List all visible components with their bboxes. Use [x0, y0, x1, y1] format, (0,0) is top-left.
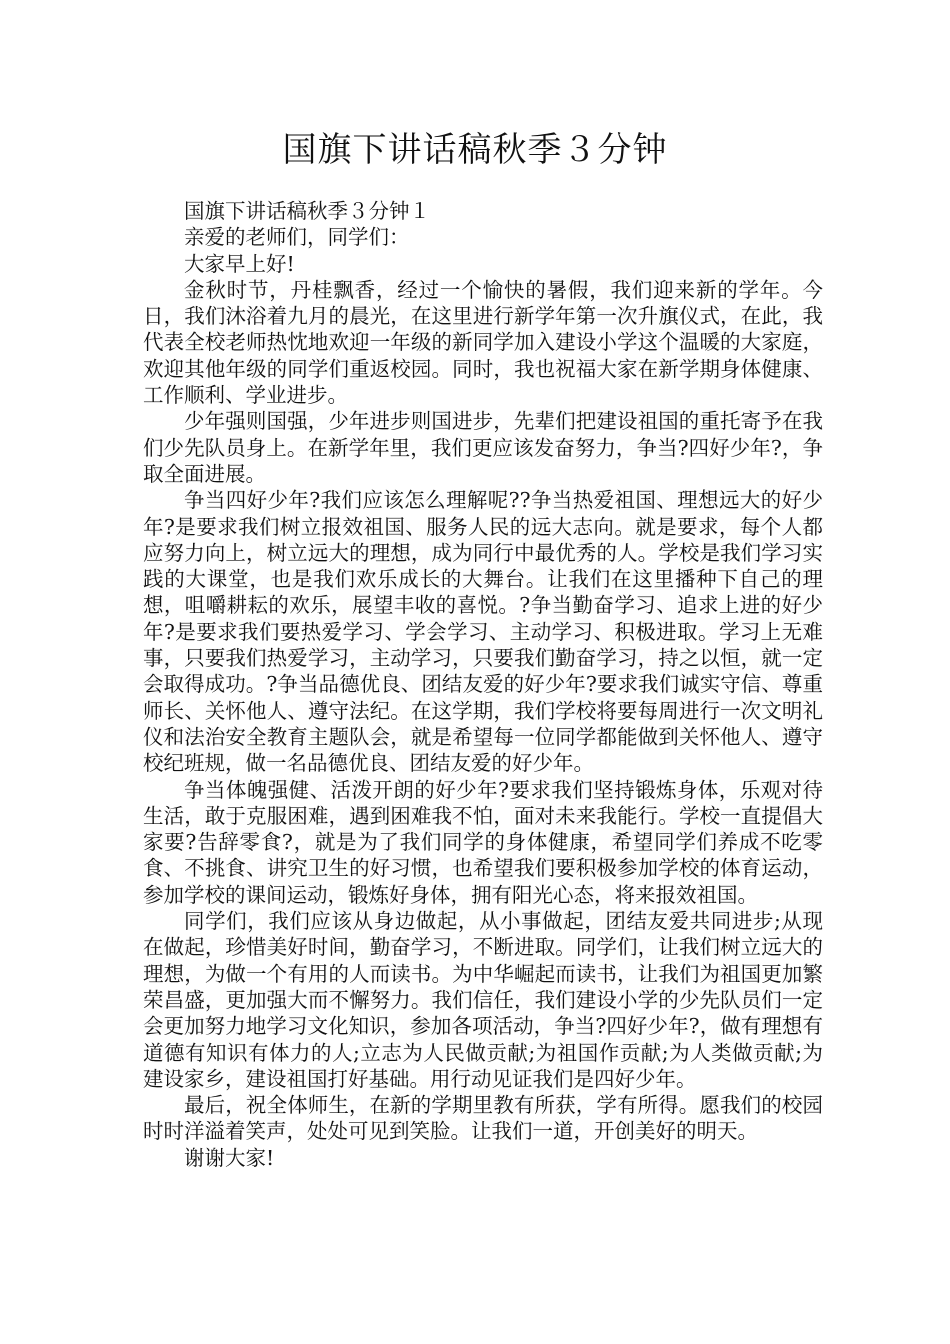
paragraph: 同学们，我们应该从身边做起，从小事做起，团结友爱共同进步;从现在做起，珍惜美好时间，勤奋学习，不断进取。同学们，让我们树立远大的理想，为做一个有用的人而读书。为中华崛起而读书，让我们为祖国更加繁荣昌盛，更加强大而不懈努力。我们信任，我们建设小学的少先队员们一定会更加努力地学习文化知识，参加各项活动，争当?四好少年?，做有理想有道德有知识有体力的人;立志为人民做贡献;为祖国作贡献;为人类做贡献;为建设家乡，建设祖国打好基础。用行动见证我们是四好少年。	[143, 909, 823, 1091]
paragraph: 金秋时节，丹桂飘香，经过一个愉快的暑假，我们迎来新的学年。今日，我们沐浴着九月的晨光，在这里进行新学年第一次升旗仪式，在此，我代表全校老师热忱地欢迎一年级的新同学加入建设小学这个温暖的大家庭，欢迎其他年级的同学们重返校园。同时，我也祝福大家在新学期身体健康、工作顺利、学业进步。	[143, 277, 823, 408]
document-title: 国旗下讲话稿秋季３分钟	[282, 130, 668, 170]
paragraph-heading: 国旗下讲话稿秋季３分钟１	[184, 199, 430, 223]
paragraph-greeting: 大家早上好!	[184, 251, 295, 276]
paragraph-salutation: 亲爱的老师们，同学们：	[184, 225, 410, 250]
paragraph: 少年强则国强，少年进步则国进步，先辈们把建设祖国的重托寄予在我们少先队员身上。在新学年里，我们更应该发奋努力，争当?四好少年?，争取全面进展。	[143, 409, 823, 486]
paragraph-closing: 谢谢大家!	[184, 1145, 275, 1170]
paragraph: 争当体魄强健、活泼开朗的好少年?要求我们坚持锻炼身体，乐观对待生活，敢于克服困难，遇到困难我不怕，面对未来我能行。学校一直提倡大家要?告辞零食?，就是为了我们同学的身体健康，希望同学们养成不吃零食、不挑食、讲究卫生的好习惯，也希望我们要积极参加学校的体育运动，参加学校的课间运动，锻炼好身体，拥有阳光心态，将来报效祖国。	[143, 777, 823, 907]
paragraph: 争当四好少年?我们应该怎么理解呢??争当热爱祖国、理想远大的好少年?是要求我们树立报效祖国、服务人民的远大志向。就是要求，每个人都应努力向上，树立远大的理想，成为同行中最优秀的人。学校是我们学习实践的大课堂，也是我们欢乐成长的大舞台。让我们在这里播种下自己的理想，咀嚼耕耘的欢乐，展望丰收的喜悦。?争当勤奋学习、追求上进的好少年?是要求我们要热爱学习、学会学习、主动学习、积极进取。学习上无难事，只要我们热爱学习，主动学习，只要我们勤奋学习，持之以恒，就一定会取得成功。?争当品德优良、团结友爱的好少年?要求我们诚实守信、尊重师长、关怀他人、遵守法纪。在这学期，我们学校将要每周进行一次文明礼仪和法治安全教育主题队会，就是希望每一位同学都能做到关怀他人、遵守校纪班规，做一名品德优良、团结友爱的好少年。	[143, 488, 823, 776]
paragraph: 最后，祝全体师生，在新的学期里教有所获，学有所得。愿我们的校园时时洋溢着笑声，处处可见到笑脸。让我们一道，开创美好的明天。	[143, 1093, 823, 1144]
document-body	[143, 198, 823, 1171]
